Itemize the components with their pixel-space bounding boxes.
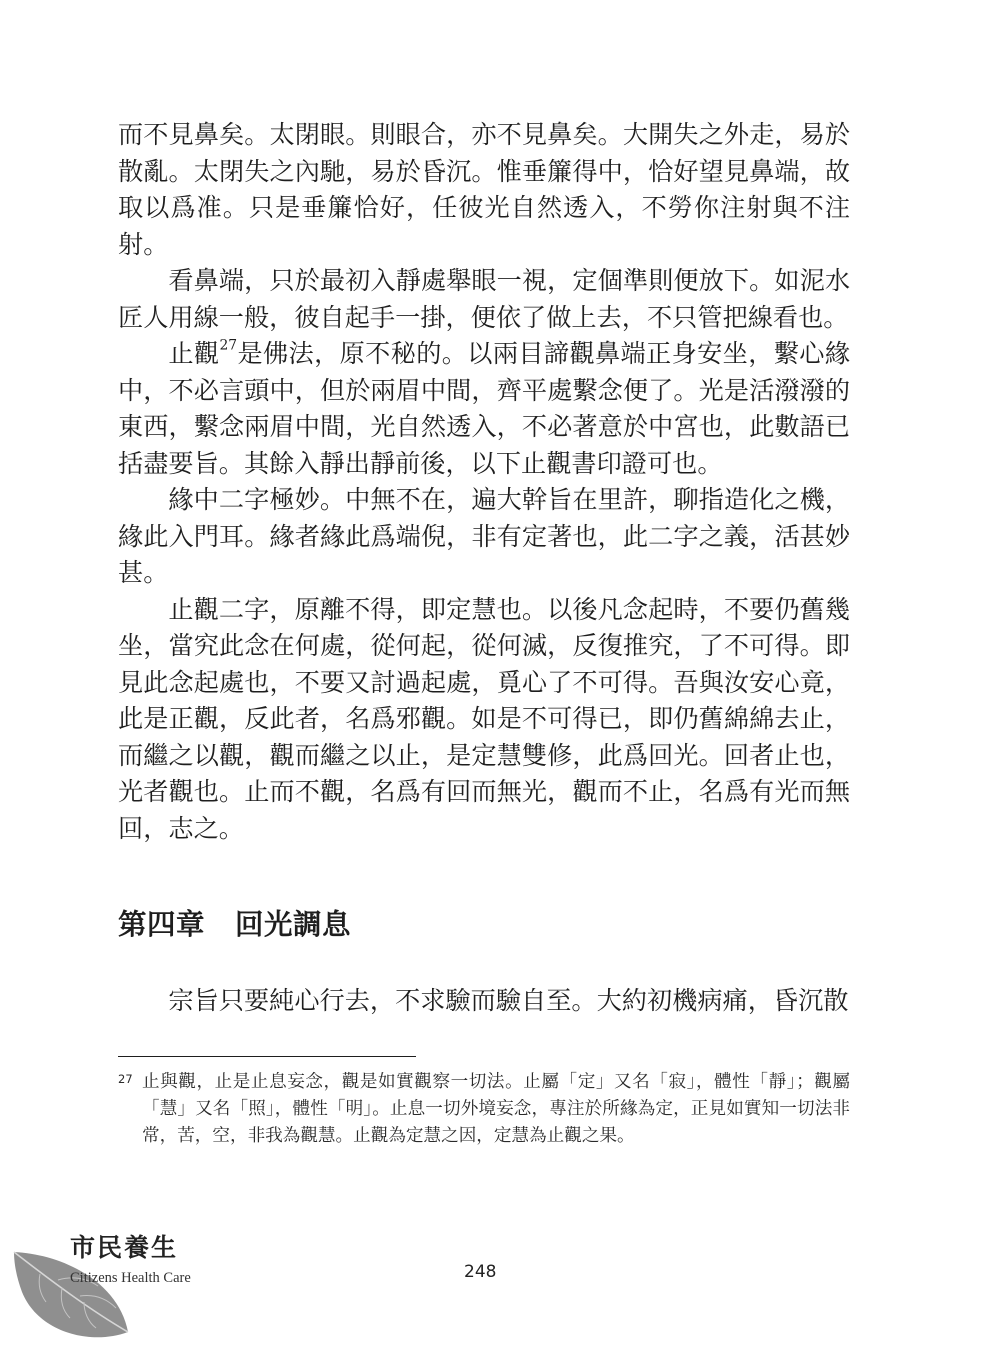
chapter-paragraph-1: 宗旨只要純心行去，不求驗而驗自至。大約初機病痛，昏沉散 xyxy=(168,986,849,1015)
chapter-number: 第四章 xyxy=(118,907,206,941)
paragraph-1: 而不見鼻矣。太閉眼。則眼合，亦不見鼻矣。大開失之外走，易於散亂。太閉失之內馳，易於昏沉。惟垂簾得中，恰好望見鼻端，故取以爲准。只是垂簾恰好，任彼光自然透入，不勞你注射與不注射。 xyxy=(118,120,850,259)
brand-name-en: Citizens Health Care xyxy=(70,1270,191,1286)
footnote xyxy=(118,1069,850,1149)
brand xyxy=(70,1228,191,1287)
paragraph-4: 緣中二字極妙。中無不在，遍大幹旨在里許，聊指造化之機，緣此入門耳。緣者緣此爲端倪，非有定著也，此二字之義，活甚妙甚。 xyxy=(118,485,850,587)
paragraph-3-text: 是佛法，原不秘的。以兩目諦觀鼻端正身安坐，繫心緣中，不必言頭中，但於兩眉中間，齊平處繫念便了。光是活潑潑的東西，繫念兩眉中間，光自然透入，不必著意於中宮也，此數語已括盡要旨。其餘入靜出靜前後，以下止觀書印證可也。 xyxy=(118,339,851,478)
paragraph-2: 看鼻端，只於最初入靜處舉眼一視，定個準則便放下。如泥水匠人用線一般，彼自起手一掛，便依了做上去，不只管把線看也。 xyxy=(118,266,850,332)
footnote-number: 27 xyxy=(118,1072,133,1086)
footnote-divider xyxy=(118,1056,416,1057)
chapter-heading xyxy=(118,902,351,943)
footnote-term: 止觀 xyxy=(168,339,220,368)
paragraph-5: 止觀二字，原離不得，即定慧也。以後凡念起時，不要仍舊幾坐，當究此念在何處，從何起，從何滅，反復推究，了不可得。即見此念起處也，不要又討過起處，覓心了不可得。吾與汝安心竟，此是正觀，反此者，名爲邪觀。如是不可得已，即仍舊綿綿去止，而繼之以觀，觀而繼之以止，是定慧雙修，此爲回光。回者止也，光者觀也。止而不觀，名爲有回而無光，觀而不止，名爲有光而無回，志之。 xyxy=(118,594,850,843)
paragraph-3 xyxy=(118,336,850,482)
footnote-ref-27[interactable]: 27 xyxy=(219,337,238,354)
footnote-text: 止與觀，止是止息妄念，觀是如實觀察一切法。止屬「定」又名「寂」，體性「靜」；觀屬「慧」又名「照」，體性「明」。止息一切外境妄念，專注於所緣為定，正見如實知一切法非常，苦，空，非我為觀慧。止觀為定慧之因，定慧為止觀之果。 xyxy=(142,1072,850,1146)
page-number: 248 xyxy=(464,1262,497,1282)
main-text xyxy=(118,117,850,847)
chapter-text xyxy=(118,983,850,1020)
chapter-title: 回光調息 xyxy=(235,907,352,941)
brand-name-cn: 市民養生 xyxy=(70,1233,179,1262)
